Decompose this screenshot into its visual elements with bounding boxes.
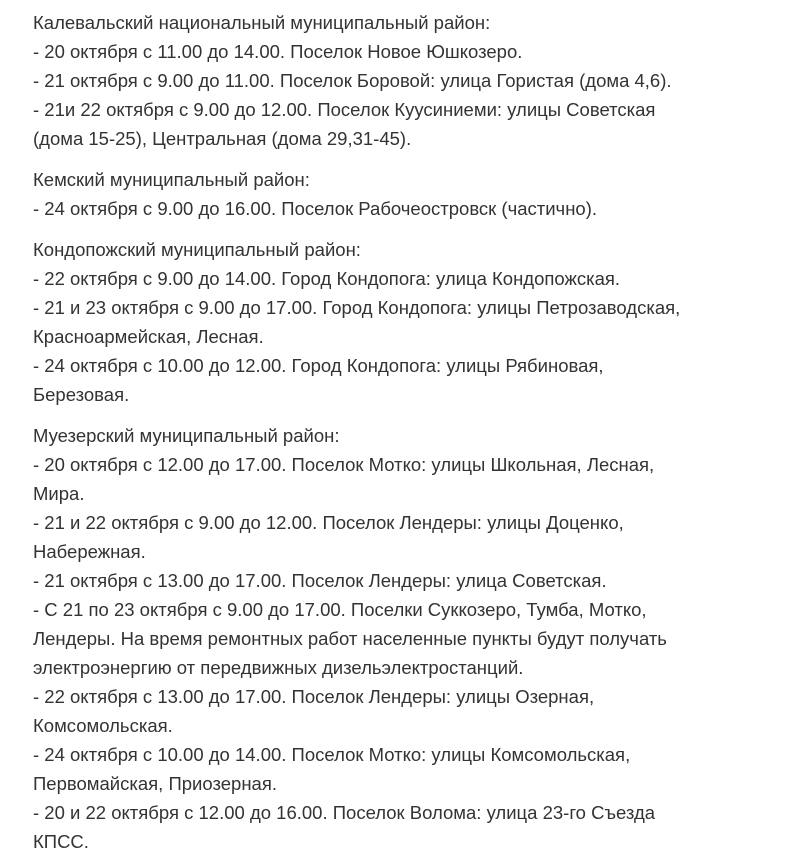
section-heading: Кондопожский муниципальный район:: [33, 239, 361, 260]
section-kalevala-district: [33, 8, 778, 153]
schedule-line: - 24 октября с 10.00 до 14.00. Поселок Мотко: улицы Комсомольская,: [33, 744, 631, 765]
outage-schedule-document: [33, 8, 778, 856]
schedule-line: - 24 октября с 10.00 до 12.00. Город Кондопога: улицы Рябиновая,: [33, 355, 604, 376]
schedule-line: - 21 октября с 13.00 до 17.00. Поселок Лендеры: улица Советская.: [33, 570, 607, 591]
schedule-line: Лендеры. На время ремонтных работ населенные пункты будут получать: [33, 628, 667, 649]
schedule-line: (дома 15-25), Центральная (дома 29,31-45).: [33, 128, 412, 149]
schedule-line: - 20 октября с 11.00 до 14.00. Поселок Новое Юшкозеро.: [33, 41, 523, 62]
schedule-line: Красноармейская, Лесная.: [33, 326, 264, 347]
schedule-line: Первомайская, Приозерная.: [33, 773, 277, 794]
schedule-line: Мира.: [33, 483, 85, 504]
schedule-line: Набережная.: [33, 541, 146, 562]
schedule-line: Березовая.: [33, 384, 130, 405]
schedule-line: - 20 октября с 12.00 до 17.00. Поселок Мотко: улицы Школьная, Лесная,: [33, 454, 655, 475]
schedule-line: - 21 и 23 октября с 9.00 до 17.00. Город Кондопога: улицы Петрозаводская,: [33, 297, 681, 318]
schedule-line: - 21и 22 октября с 9.00 до 12.00. Поселок Куусиниеми: улицы Советская: [33, 99, 656, 120]
schedule-line: - С 21 по 23 октября с 9.00 до 17.00. Поселки Суккозеро, Тумба, Мотко,: [33, 599, 647, 620]
section-kem-district: [33, 165, 778, 223]
schedule-line: - 21 и 22 октября с 9.00 до 12.00. Поселок Лендеры: улицы Доценко,: [33, 512, 624, 533]
schedule-line: - 21 октября с 9.00 до 11.00. Поселок Боровой: улица Гористая (дома 4,6).: [33, 70, 672, 91]
schedule-line: - 22 октября с 9.00 до 14.00. Город Кондопога: улица Кондопожская.: [33, 268, 621, 289]
section-heading: Кемский муниципальный район:: [33, 169, 310, 190]
schedule-line: - 24 октября с 9.00 до 16.00. Поселок Рабочеостровск (частично).: [33, 198, 598, 219]
section-heading: Муезерский муниципальный район:: [33, 425, 340, 446]
section-kondopoga-district: [33, 235, 778, 409]
schedule-line: Комсомольская.: [33, 715, 173, 736]
section-heading: Калевальский национальный муниципальный район:: [33, 12, 491, 33]
schedule-line: - 22 октября с 13.00 до 17.00. Поселок Лендеры: улицы Озерная,: [33, 686, 595, 707]
schedule-line: электроэнергию от передвижных дизельэлектростанций.: [33, 657, 524, 678]
schedule-line: КПСС.: [33, 831, 89, 852]
section-muezersky-district: [33, 421, 778, 856]
schedule-line: - 20 и 22 октября с 12.00 до 16.00. Поселок Волома: улица 23-го Съезда: [33, 802, 656, 823]
